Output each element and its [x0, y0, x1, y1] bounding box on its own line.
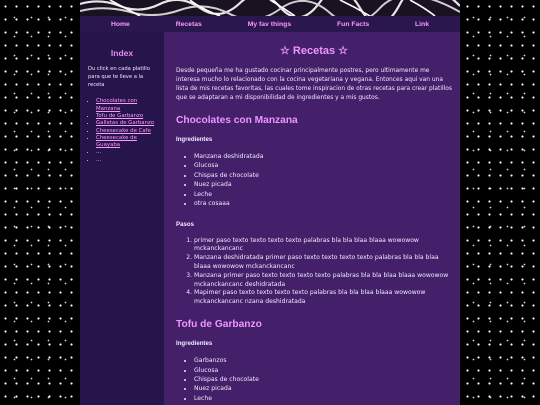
sidebar-link-cheesecake-cafe[interactable]: Cheesecake de Cafe [96, 127, 151, 134]
list-item: • Leche [194, 394, 452, 403]
sidebar-link-tofu[interactable]: Tofu de Garbanzo [96, 112, 144, 119]
ingredients-list [176, 152, 452, 209]
ingredients-heading: Ingredientes [176, 340, 213, 348]
intro-text: Desde pequeña me ha gustado cocinar principalmente postres, pero ultimamente me interesa mucho lo relacionado con la cocina vegetariana y vegana. Entonces aqui van una lista de mis recetas favoritas, las cuales tome inspiracion de otras recetas para crear platillos que se adaptaran a mi disponibilidad de ingredientes y a mis gustos. [176, 68, 452, 101]
sidebar-title: Index [110, 48, 134, 58]
list-item: • Glucosa [194, 161, 452, 170]
list-item [96, 128, 156, 135]
list-item: • ... [96, 149, 156, 156]
nav-link[interactable]: Link [415, 20, 429, 28]
list-item: • Chispas de chocolate [194, 375, 452, 384]
recipe-title: Chocolates con Manzana [176, 114, 298, 126]
list-item: • ... [96, 157, 156, 164]
steps-list [176, 237, 452, 308]
list-item: • Chispas de chocolate [194, 171, 452, 180]
steps-heading: Pasos [176, 220, 194, 228]
list-item: 3. Manzana primer paso texto texto texto texto palabras bla bla blaa blaaa wowowow mckanckancanc deshidratada [194, 272, 452, 290]
main-content [164, 32, 460, 405]
list-item: • Nuez picada [194, 384, 452, 393]
sidebar-link-cheesecake-guayaba[interactable]: Cheesecake de Guayaba [96, 134, 137, 149]
list-item: • otra cosaaa [194, 199, 452, 208]
list-item: 2. Manzana deshidratada primer paso texto texto texto texto palabras bla bla blaa blaaa wowowow mckanckancanc [194, 254, 452, 272]
page-container [80, 0, 460, 405]
nav-recetas[interactable]: Recetas [175, 20, 202, 28]
list-item: 1. primer paso texto texto texto texto palabras bla bla blaa blaaa wowowow mckanckancanc [194, 237, 452, 255]
ingredients-list [176, 356, 452, 403]
sidebar [80, 32, 164, 405]
sidebar-text: Du click en cada platillo para que te lleve a la receta [88, 66, 150, 88]
sidebar-link-chocolates[interactable]: Chocolates con Manzana [96, 98, 138, 112]
nav-home[interactable]: Home [110, 20, 130, 28]
list-item: • Leche [194, 190, 452, 199]
list-item [96, 113, 156, 120]
list-item [96, 135, 156, 150]
sidebar-index-list [88, 98, 156, 164]
list-item: 4. Mapimer paso texto texto texto texto palabras bla bla blaa blaaa wowowow mckanckancanc nzana deshidratada [194, 289, 452, 307]
sidebar-link-galletas[interactable]: Galletas de Garbanzo [96, 120, 155, 127]
ingredients-heading: Ingredientes [176, 135, 213, 143]
recipe-title: Tofu de Garbanzo [176, 319, 262, 331]
content-area [80, 32, 460, 405]
banner-graphic [80, 0, 460, 16]
list-item: • Nuez picada [194, 180, 452, 189]
page-title: ☆ Recetas ☆ [279, 45, 349, 57]
list-item: • Manzana deshidratada [194, 152, 452, 161]
top-nav [80, 16, 460, 32]
nav-fun-facts[interactable]: Fun Facts [337, 20, 370, 28]
header-banner [80, 0, 460, 16]
list-item: • Garbanzos [194, 356, 452, 365]
list-item [96, 98, 156, 113]
list-item [96, 120, 156, 127]
list-item: • Glucosa [194, 366, 452, 375]
nav-my-fav-things[interactable]: My fav things [247, 20, 292, 28]
